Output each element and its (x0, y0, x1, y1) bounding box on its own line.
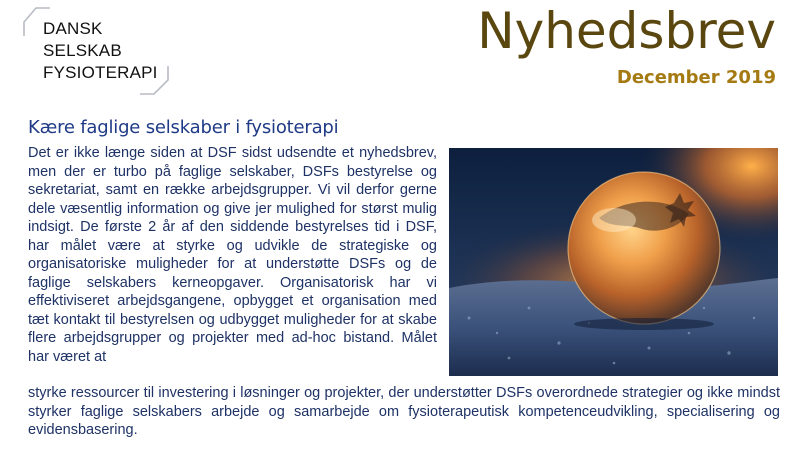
article-paragraph-part-1: Det er ikke længe siden at DSF sidst udsendte et nyhedsbrev, men der er turbo på faglige selskaber, DSFs bestyrelse og sekretariat, samt en række arbejdsgrupper. Vi vil derfor gerne dele væsentlig information og give jer mulighed for størst mulig indsigt. De første 2 år af den siddende bestyrelses tid i DSF, har målet være at styrke og udvikle de strategiske og organisatoriske muligheder for at understøtte DSFs og de faglige selskabers kerneopgaver. Organisatorisk har vi effektiviseret arbejdsgangene, opbygget et organisation med tæt kontakt til bestyrelsen og udbygget muligheder for at skabe flere arbejdsgrupper og projekter med ad-hoc bistand. Målet har været at (28, 145, 437, 365)
logo-line-selskab: SELSKAB (43, 41, 122, 60)
article-body-full-width (28, 384, 780, 440)
article-paragraph-part-2: styrke ressourcer til investering i løsninger og projekter, der understøtter DSFs overordnede strategier og ikke mindst styrker faglige selskabers arbejde og samarbejde om fysioterapeutisk kompetenceudvikling, specialisering og evidensbasering. (28, 385, 780, 438)
frozen-bubble-photo (449, 148, 778, 376)
logo-line-dansk: DANSK (43, 19, 103, 38)
article-body-column (28, 144, 437, 366)
frozen-bubble-image-icon (449, 148, 778, 376)
issue-date: December 2019 (616, 67, 776, 88)
logo-line-fysioterapi: FYSIOTERAPI (43, 63, 158, 82)
logo-text (43, 18, 158, 84)
dsf-logo (22, 6, 170, 96)
article-headline: Kære faglige selskaber i fysioterapi (28, 117, 339, 138)
newsletter-title: Nyhedsbrev (477, 2, 776, 60)
